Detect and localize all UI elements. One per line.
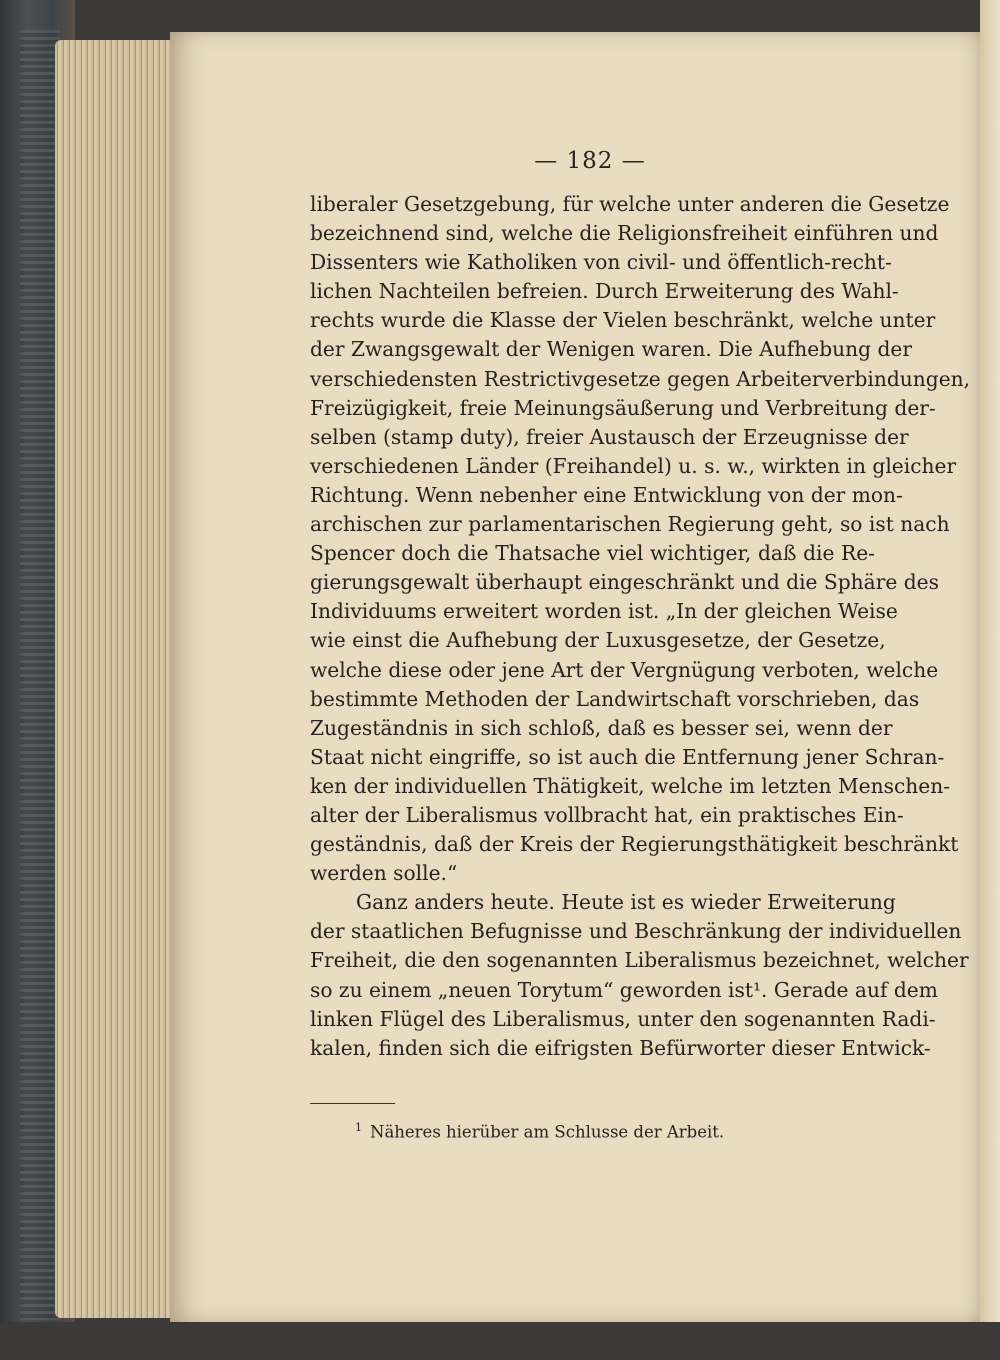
text-line: der Zwangsgewalt der Wenigen waren. Die Aufhebung der <box>310 337 913 362</box>
text-line: lichen Nachteilen befreien. Durch Erweiterung des Wahl- <box>310 279 899 304</box>
text-line: Spencer doch die Thatsache viel wichtiger, daß die Re- <box>310 541 875 566</box>
page-edges <box>55 40 180 1318</box>
text-line: Ganz anders heute. Heute ist es wieder Erweiterung <box>356 890 896 915</box>
text-line: liberaler Gesetzgebung, für welche unter anderen die Gesetze <box>310 192 950 216</box>
text-line: bezeichnend sind, welche die Religionsfreiheit einführen und <box>310 221 939 246</box>
text-line: verschiedensten Restrictivgesetze gegen Arbeiterverbindungen, <box>310 366 971 391</box>
facing-page-edge <box>980 0 1000 1360</box>
text-line: der staatlichen Befugnisse und Beschränkung der individuellen <box>310 919 962 944</box>
text-line: so zu einem „neuen Torytum“ geworden ist¹. Gerade auf dem <box>310 977 938 1002</box>
background-strip <box>0 1322 1000 1360</box>
footnote-marker: 1 <box>355 1121 362 1134</box>
body-text <box>310 190 971 1063</box>
text-line: gierungsgewalt überhaupt eingeschränkt und die Sphäre des <box>310 570 939 595</box>
text-line: alter der Liberalismus vollbracht hat, ein praktisches Ein- <box>310 802 904 827</box>
text-line: Dissenters wie Katholiken von civil- und öffentlich-recht- <box>310 250 892 275</box>
text-line: bestimmte Methoden der Landwirtschaft vorschrieben, das <box>310 686 920 711</box>
page-number: — 182 — <box>534 148 646 174</box>
footnote-text: Näheres hierüber am Schlusse der Arbeit. <box>370 1122 725 1142</box>
text-line: welche diese oder jene Art der Vergnügung verboten, welche <box>310 657 939 682</box>
footnote <box>355 1121 855 1142</box>
text-line: werden solle.“ <box>310 861 458 886</box>
text-line: kalen, finden sich die eifrigsten Befürworter dieser Entwick- <box>310 1035 931 1060</box>
text-line: Zugeständnis in sich schloß, daß es besser sei, wenn der <box>310 715 893 740</box>
text-line: linken Flügel des Liberalismus, unter den sogenannten Radi- <box>310 1006 936 1031</box>
text-line: wie einst die Aufhebung der Luxusgesetze, der Gesetze, <box>310 628 886 653</box>
text-line: selben (stamp duty), freier Austausch der Erzeugnisse der <box>310 424 909 449</box>
text-line: rechts wurde die Klasse der Vielen beschränkt, welche unter <box>310 308 936 333</box>
cover-texture <box>20 30 60 1320</box>
text-line: ken der individuellen Thätigkeit, welche im letzten Menschen- <box>310 773 951 798</box>
text-line: Freiheit, die den sogenannten Liberalismus bezeichnet, welcher <box>310 948 969 973</box>
text-line: Staat nicht eingriffe, so ist auch die Entfernung jener Schran- <box>310 744 945 769</box>
text-line: archischen zur parlamentarischen Regierung geht, so ist nach <box>310 512 950 537</box>
text-line: Freizügigkeit, freie Meinungsäußerung und Verbreitung der- <box>310 395 936 420</box>
footnote-divider <box>310 1103 395 1104</box>
text-line: Richtung. Wenn nebenher eine Entwicklung von der mon- <box>310 482 903 507</box>
text-line: Individuums erweitert worden ist. „In der gleichen Weise <box>310 599 898 624</box>
text-line: geständnis, daß der Kreis der Regierungsthätigkeit beschränkt <box>310 832 959 857</box>
text-line: verschiedenen Länder (Freihandel) u. s. w., wirkten in gleicher <box>310 453 957 478</box>
